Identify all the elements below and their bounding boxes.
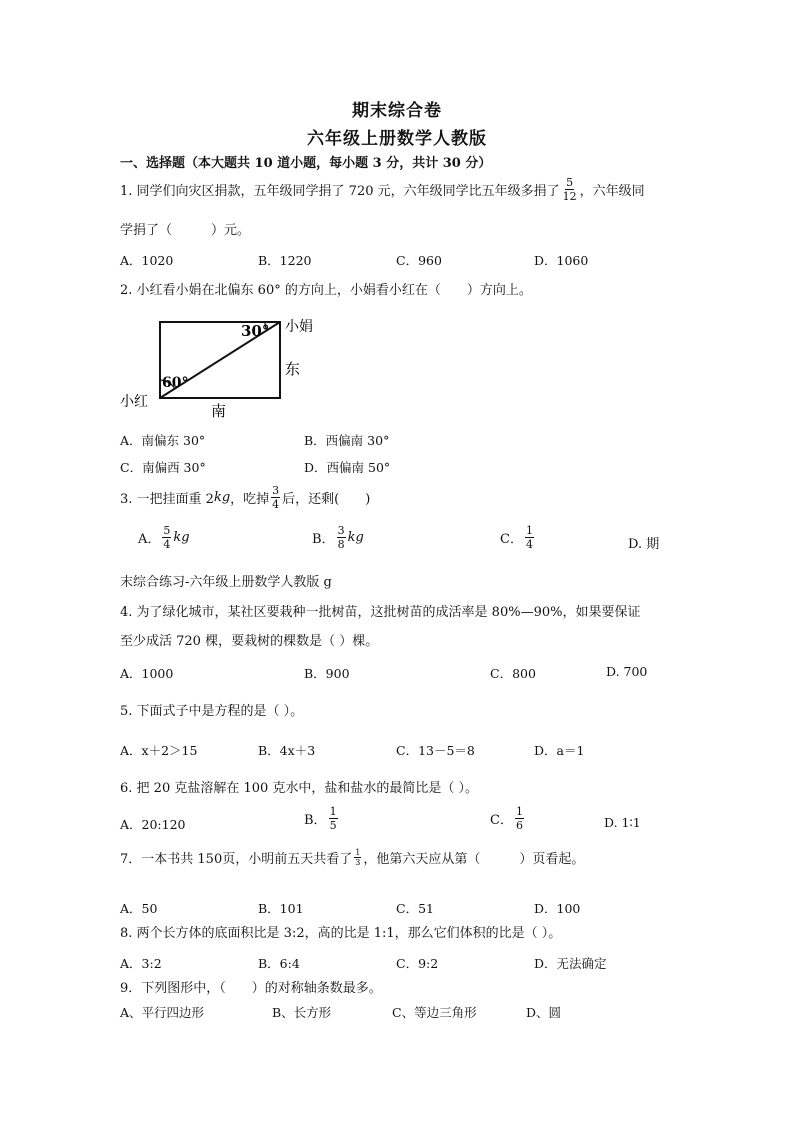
q3-unit: kg [213,490,231,505]
q4-option-d[interactable]: D. 700 [606,664,648,679]
q1-line2: 学捐了（ ）元。 [120,223,251,238]
label-east: 东 [285,360,301,378]
q6-option-b[interactable]: B． $\frac{1}{5}$ [304,805,337,832]
q2-option-b[interactable]: B．西偏南 30° [304,433,390,448]
q7-option-b[interactable]: B．101 [258,901,304,916]
q3-fraction: $\frac{3}{4}$ [272,484,280,511]
question-6: 6. 把 20 克盐溶解在 100 克水中，盐和盐水的最简比是（ ）。 [120,781,479,796]
q8-option-a[interactable]: A．3:2 [120,956,162,971]
q3-option-a[interactable]: A． $\frac{5}{4}$ kg [138,524,190,551]
q3-option-c[interactable]: C． $\frac{1}{4}$ [500,524,533,551]
question-5: 5. 下面式子中是方程的是（ ）。 [120,704,304,719]
q2-option-d[interactable]: D．西偏南 50° [304,460,391,475]
q1-text-b: ，六年级同 [579,184,645,199]
q8-option-b[interactable]: B．6:4 [258,956,300,971]
q6-option-a[interactable]: A．20:120 [120,817,186,832]
angle-label-top: 30° [241,322,270,340]
question-3 [120,484,370,511]
q1-option-b[interactable]: B．1220 [258,253,312,268]
q6-option-c[interactable]: C． $\frac{1}{6}$ [490,805,523,832]
q5-option-a[interactable]: A．x＋2＞15 [120,743,198,758]
q7-fraction: $\frac{1}{3}$ [355,848,361,867]
q3-tail: 末综合练习-六年级上册数学人教版 g [120,575,332,590]
q8-option-c[interactable]: C．9:2 [396,956,439,971]
q3-text-b: ，吃掉 [230,492,270,507]
q7-text-a: 7．一本书共 150页，小明前五天共看了 [120,852,353,867]
q1-option-c[interactable]: C．960 [396,253,442,268]
q3-option-b[interactable]: B． $\frac{3}{8}$ kg [312,524,364,551]
question-9: 9．下列图形中，（ ）的对称轴条数最多。 [120,981,382,996]
q3-text-c: 后，还剩( ) [282,492,371,507]
q8-option-d[interactable]: D．无法确定 [534,956,607,971]
q4-line2: 至少成活 720 棵，要栽树的棵数是（ ）棵。 [120,634,379,649]
q1-fraction: $\frac{5}{12}$ [562,176,577,203]
label-south: 南 [211,402,227,420]
q3-text-a: 3. 一把挂面重 2 [120,492,214,507]
q9-option-d[interactable]: D、圆 [526,1005,562,1020]
q2-option-a[interactable]: A．南偏东 30° [120,433,206,448]
q9-option-c[interactable]: C、等边三角形 [392,1005,477,1020]
question-4: 4. 为了绿化城市，某社区要栽种一批树苗，这批树苗的成活率是 80%—90%，如果要保证 [120,605,641,620]
q7-text-b: ，他第六天应从第（ ）页看起。 [363,852,585,867]
q5-option-d[interactable]: D．a＝1 [534,743,585,758]
angle-label-left: 60° [162,375,189,391]
question-1 [120,176,645,203]
q7-option-a[interactable]: A．50 [120,901,158,916]
q4-option-a[interactable]: A．1000 [120,666,174,681]
question-7 [120,848,584,867]
page-subtitle: 六年级上册数学人教版 [307,129,487,149]
q1-text-a: 1. 同学们向灾区捐款，五年级同学捐了 720 元，六年级同学比五年级多捐了 [120,184,560,199]
q4-option-b[interactable]: B．900 [304,666,350,681]
q6-option-d[interactable]: D. 1∶1 [604,815,641,830]
q1-option-a[interactable]: A．1020 [120,253,174,268]
q5-option-c[interactable]: C．13－5＝8 [396,743,475,758]
q5-option-b[interactable]: B．4x＋3 [258,743,316,758]
q9-option-b[interactable]: B、长方形 [272,1005,332,1020]
q3-option-d[interactable]: D. 期 [628,537,660,552]
q7-option-c[interactable]: C．51 [396,901,434,916]
q2-option-c[interactable]: C．南偏西 30° [120,460,206,475]
label-xiaojuan: 小娟 [285,319,313,335]
question-2: 2. 小红看小娟在北偏东 60° 的方向上，小娟看小红在（ ）方向上。 [120,283,532,298]
question-8: 8. 两个长方体的底面积比是 3:2，高的比是 1:1，那么它们体积的比是（ ）。 [120,926,562,941]
q2-direction-figure [115,312,335,422]
q9-option-a[interactable]: A、平行四边形 [120,1005,205,1020]
q4-option-c[interactable]: C．800 [490,666,536,681]
q1-option-d[interactable]: D．1060 [534,253,589,268]
section-heading: 一、选择题（本大题共 10 道小题，每小题 3 分，共计 30 分） [120,156,492,171]
page-title: 期末综合卷 [352,101,442,121]
label-xiaohong: 小红 [120,394,148,410]
q7-option-d[interactable]: D．100 [534,901,581,916]
